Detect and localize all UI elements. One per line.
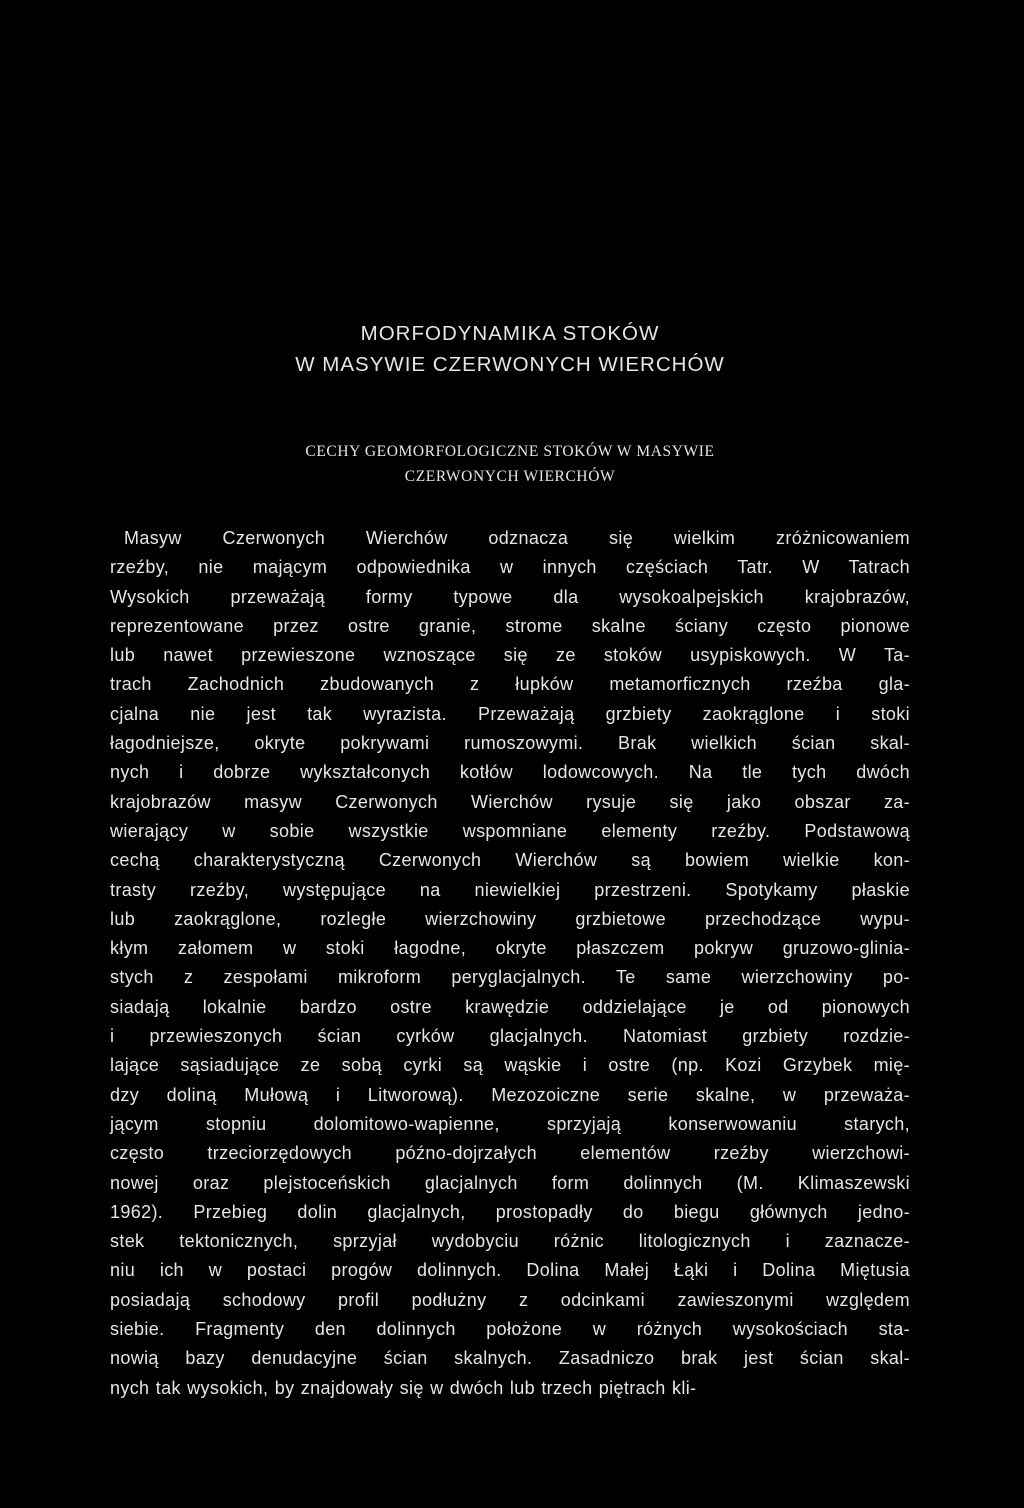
body-line: Masyw Czerwonych Wierchów odznacza się wielkim zróżnicowaniem	[124, 528, 910, 548]
body-line: niu ich w postaci progów dolinnych. Dolina Małej Łąki i Dolina Miętusia	[110, 1260, 910, 1281]
body-line: i przewieszonych ścian cyrków glacjalnych. Natomiast grzbiety rozdzie-	[110, 1026, 910, 1047]
body-line: nych tak wysokich, by znajdowały się w dwóch lub trzech piętrach kli-	[110, 1377, 697, 1398]
chapter-title-line-1: MORFODYNAMIKA STOKÓW	[360, 322, 660, 345]
body-line: łagodniejsze, okryte pokrywami rumoszowymi. Brak wielkich ścian skal-	[110, 733, 910, 754]
body-line: nych i dobrze wykształconych kotłów lodowcowych. Na tle tych dwóch	[110, 762, 910, 783]
document-page	[110, 318, 910, 1403]
body-line: trasty rzeźby, występujące na niewielkiej przestrzeni. Spotykamy płaskie	[110, 879, 910, 900]
body-line: siebie. Fragmenty den dolinnych położone w różnych wysokościach sta-	[110, 1319, 910, 1340]
body-line: trach Zachodnich zbudowanych z łupków metamorficznych rzeźba gla-	[110, 674, 910, 695]
body-line: lub nawet przewieszone wznoszące się ze stoków usypiskowych. W Ta-	[110, 645, 910, 666]
body-line: rzeźby, nie mającym odpowiednika w innych częściach Tatr. W Tatrach	[110, 557, 910, 578]
section-heading-line-1: CECHY GEOMORFOLOGICZNE STOKÓW W MASYWIE	[305, 443, 715, 460]
section-heading-line-2: CZERWONYCH WIERCHÓW	[404, 468, 616, 485]
body-line: 1962). Przebieg dolin glacjalnych, prostopadły do biegu głównych jedno-	[110, 1201, 910, 1222]
body-line: cechą charakterystyczną Czerwonych Wierchów są bowiem wielkie kon-	[110, 850, 910, 871]
body-line: krajobrazów masyw Czerwonych Wierchów rysuje się jako obszar za-	[110, 791, 910, 812]
body-line: reprezentowane przez ostre granie, strome skalne ściany często pionowe	[110, 615, 910, 636]
chapter-title	[110, 318, 910, 380]
body-line: cjalna nie jest tak wyrazista. Przeważają grzbiety zaokrąglone i stoki	[110, 703, 910, 724]
body-line: często trzeciorzędowych późno-dojrzałych elementów rzeźby wierzchowi-	[110, 1143, 910, 1164]
body-line: Wysokich przeważają formy typowe dla wysokoalpejskich krajobrazów,	[110, 586, 910, 607]
body-line: kłym załomem w stoki łagodne, okryte płaszczem pokryw gruzowo-glinia-	[110, 938, 910, 959]
body-line: jącym stopniu dolomitowo-wapienne, sprzyjają konserwowaniu starych,	[110, 1113, 910, 1134]
chapter-title-line-2: W MASYWIE CZERWONYCH WIERCHÓW	[295, 353, 725, 376]
body-line: stych z zespołami mikroform peryglacjalnych. Te same wierzchowiny po-	[110, 967, 910, 988]
body-line: wierający w sobie wszystkie wspomniane elementy rzeźby. Podstawową	[110, 820, 910, 841]
body-paragraph	[110, 524, 910, 1403]
body-line: dzy doliną Mułową i Litworową). Mezozoiczne serie skalne, w przeważa-	[110, 1084, 910, 1105]
body-line: nowią bazy denudacyjne ścian skalnych. Zasadniczo brak jest ścian skal-	[110, 1348, 910, 1369]
body-line: lub zaokrąglone, rozległe wierzchowiny grzbietowe przechodzące wypu-	[110, 908, 910, 929]
body-line: stek tektonicznych, sprzyjał wydobyciu różnic litologicznych i zaznacze-	[110, 1231, 910, 1252]
body-line: siadają lokalnie bardzo ostre krawędzie oddzielające je od pionowych	[110, 996, 910, 1017]
section-heading	[110, 439, 910, 489]
body-line: lające sąsiadujące ze sobą cyrki są wąskie i ostre (np. Kozi Grzybek mię-	[110, 1055, 910, 1076]
body-line: nowej oraz plejstoceńskich glacjalnych form dolinnych (M. Klimaszewski	[110, 1172, 910, 1193]
body-line: posiadają schodowy profil podłużny z odcinkami zawieszonymi względem	[110, 1289, 910, 1310]
